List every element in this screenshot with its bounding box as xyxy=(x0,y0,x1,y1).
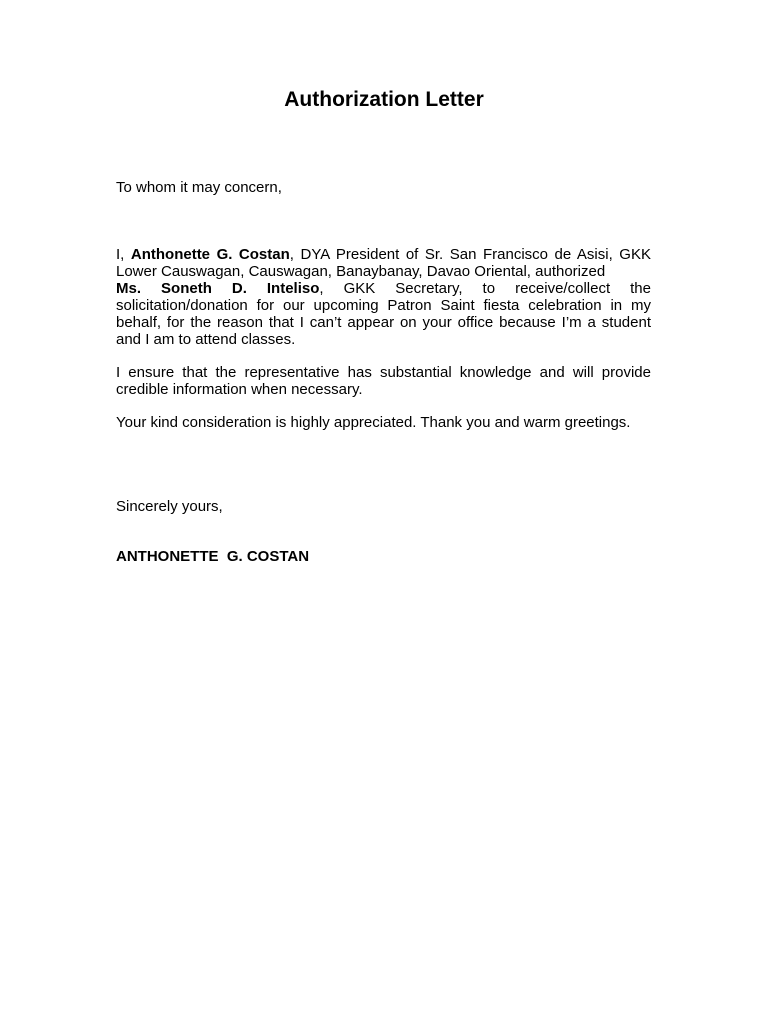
letter-closing: Sincerely yours, xyxy=(116,498,223,515)
assurance-paragraph xyxy=(116,364,651,398)
letter-greeting: To whom it may concern, xyxy=(116,179,282,196)
intro-text: I, xyxy=(116,246,131,263)
appreciation-paragraph: Your kind consideration is highly appreciated. Thank you and warm greetings. xyxy=(116,414,631,431)
paragraph-line: and I am to attend classes. xyxy=(116,331,296,348)
author-name: Anthonette G. Costan xyxy=(130,246,290,263)
paragraph-line: Lower Causwagan, Causwagan, Banaybanay, Davao Oriental, authorized xyxy=(116,263,606,280)
line-text: , GKK Secretary, to receive/collect the xyxy=(319,280,651,297)
signature-name: ANTHONETTE G. COSTAN xyxy=(116,548,310,565)
paragraph-line: behalf, for the reason that I can’t appear on your office because I’m a student xyxy=(116,314,651,331)
authorization-paragraph xyxy=(116,246,651,348)
line-text: , DYA President of Sr. San Francisco de Asisi, GKK xyxy=(289,246,651,263)
paragraph-line: solicitation/donation for our upcoming Patron Saint fiesta celebration in my xyxy=(116,297,651,314)
paragraph-line xyxy=(116,246,651,263)
paragraph-line xyxy=(116,280,651,297)
paragraph-line: I ensure that the representative has substantial knowledge and will provide xyxy=(116,364,651,381)
representative-name: Ms. Soneth D. Inteliso xyxy=(116,280,320,297)
letter-title: Authorization Letter xyxy=(284,88,484,111)
paragraph-line: credible information when necessary. xyxy=(116,381,363,398)
